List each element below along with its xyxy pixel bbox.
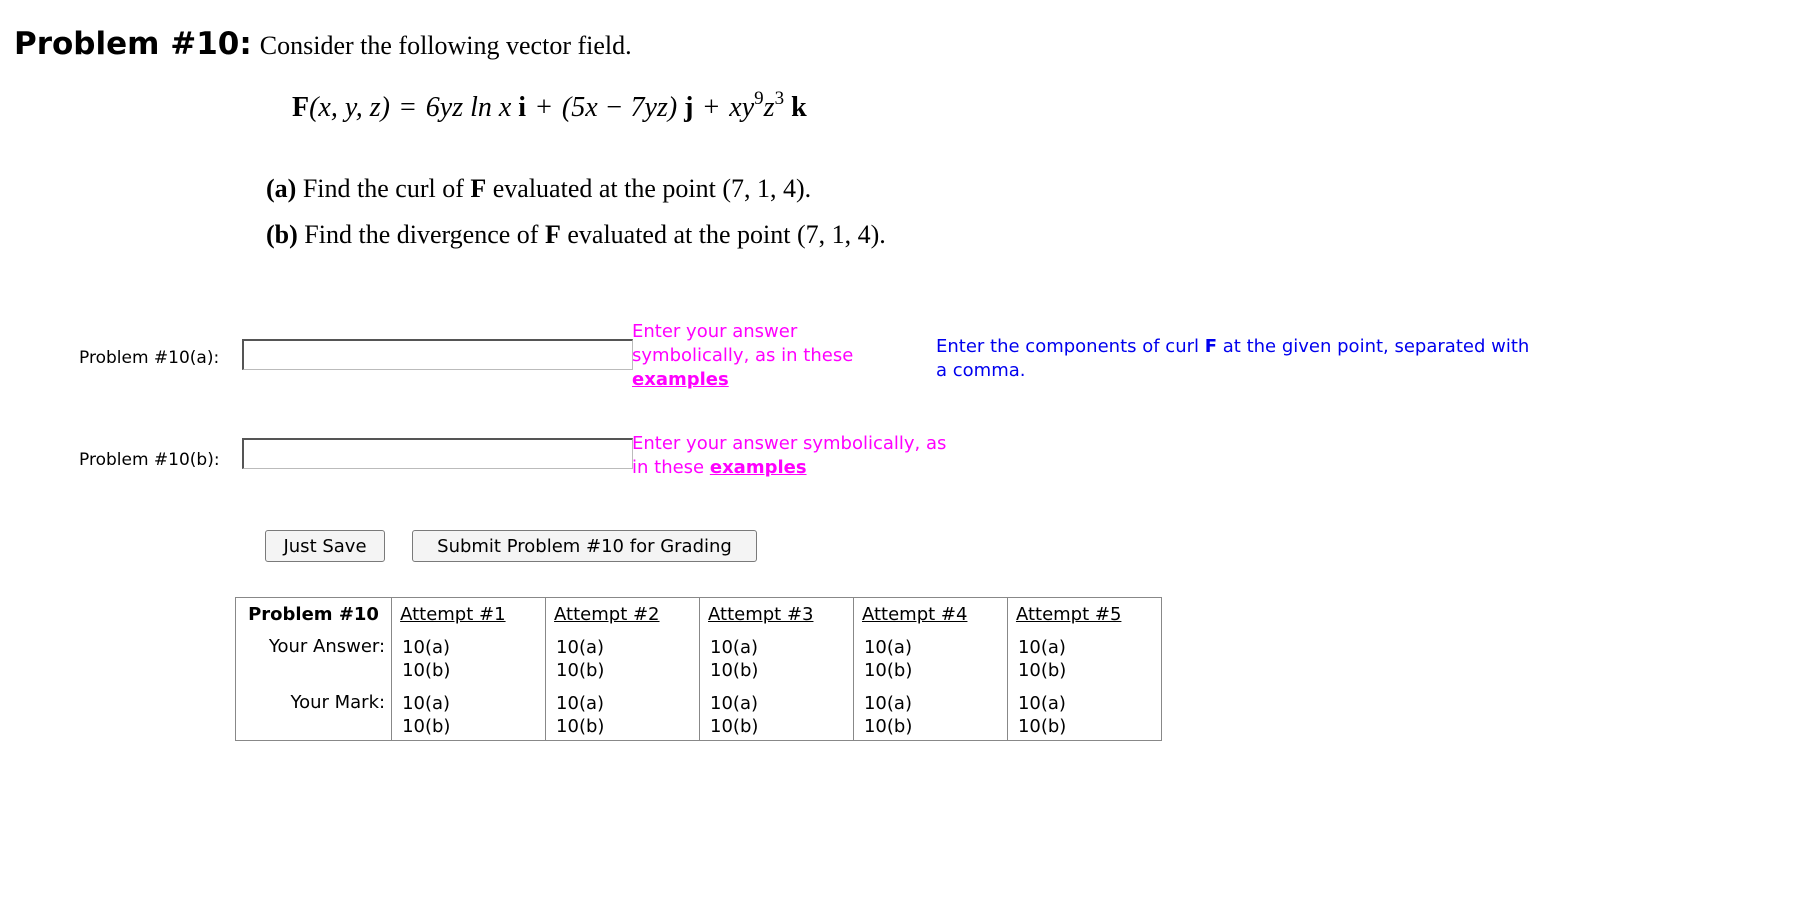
mark-cell-4 <box>853 692 1007 741</box>
attempts-table <box>235 597 1162 741</box>
formula-args: (x, y, z) <box>309 92 390 123</box>
instruction-F: F <box>1204 336 1218 357</box>
answer-a-hint <box>632 320 892 392</box>
mark-cell-3 <box>700 692 854 741</box>
cell-line-b: 10(b) <box>863 660 913 681</box>
answer-cell-3 <box>700 630 854 692</box>
part-a-post: evaluated at the point (7, 1, 4). <box>492 174 812 203</box>
part-a-label: (a) <box>266 174 297 203</box>
answer-b-input[interactable] <box>242 438 633 469</box>
cell-line-a: 10(a) <box>1017 693 1066 714</box>
attempt-4-header <box>853 598 1007 631</box>
attempt-3-link[interactable]: Attempt #3 <box>708 603 814 625</box>
your-mark-label: Your Mark: <box>236 692 392 741</box>
cell-line-b: 10(b) <box>556 716 605 737</box>
cell-line-a: 10(a) <box>863 693 912 714</box>
cell-line-a: 10(a) <box>1017 637 1066 658</box>
part-a-question <box>266 174 811 204</box>
part-a-pre: Find the curl of <box>302 174 464 203</box>
attempt-5-header <box>1007 598 1161 631</box>
formula-term3-base: xy <box>729 92 755 123</box>
attempt-1-header <box>392 598 546 631</box>
attempt-3-header <box>700 598 854 631</box>
answer-a-input[interactable] <box>242 339 633 370</box>
problem-title: Problem #10: <box>14 26 252 62</box>
mark-cell-2 <box>546 692 700 741</box>
cell-line-b: 10(b) <box>402 660 451 681</box>
attempt-2-link[interactable]: Attempt #2 <box>554 603 660 625</box>
instruction-pre: Enter the components of curl <box>936 336 1200 357</box>
formula-unit-j: j <box>684 92 694 123</box>
cell-line-a: 10(a) <box>556 637 605 658</box>
cell-line-b: 10(b) <box>402 716 451 737</box>
part-b-F: F <box>544 220 561 249</box>
problem-intro: Consider the following vector field. <box>259 31 632 60</box>
attempts-header-row <box>236 598 1162 631</box>
cell-line-b: 10(b) <box>1017 716 1067 737</box>
cell-line-a: 10(a) <box>402 637 451 658</box>
cell-line-b: 10(b) <box>710 716 759 737</box>
part-b-pre: Find the divergence of <box>304 220 539 249</box>
answer-b-hint-text: Enter your answer symbolically, as in these <box>632 433 947 478</box>
cell-line-a: 10(a) <box>710 637 758 658</box>
part-b-label: (b) <box>266 220 298 249</box>
formula-term1: 6yz ln x <box>425 92 512 123</box>
part-b-post: evaluated at the point (7, 1, 4). <box>567 220 886 249</box>
cell-line-b: 10(b) <box>1017 660 1067 681</box>
cell-line-a: 10(a) <box>556 693 605 714</box>
formula-unit-i: i <box>518 92 527 123</box>
answer-b-hint <box>632 432 952 480</box>
answer-a-hint-text: Enter your answer symbolically, as in these <box>632 321 854 366</box>
cell-line-a: 10(a) <box>863 637 912 658</box>
formula-equals: = <box>399 92 416 123</box>
your-answer-row <box>236 630 1162 692</box>
answer-cell-2 <box>546 630 700 692</box>
your-mark-row <box>236 692 1162 741</box>
formula-term3-z: z <box>763 92 775 123</box>
answer-a-label: Problem #10(a): <box>79 348 220 368</box>
cell-line-b: 10(b) <box>710 660 759 681</box>
formula-exp-3: 3 <box>774 88 785 109</box>
attempt-2-header <box>546 598 700 631</box>
formula-exp-9: 9 <box>754 88 764 109</box>
problem-header <box>14 26 632 62</box>
formula-unit-k: k <box>791 92 807 123</box>
cell-line-b: 10(b) <box>863 716 913 737</box>
mark-cell-1 <box>392 692 546 741</box>
formula-term2: (5x − 7yz) <box>561 92 678 123</box>
answer-b-examples-link[interactable]: examples <box>709 457 807 478</box>
attempt-1-link[interactable]: Attempt #1 <box>400 603 506 625</box>
cell-line-b: 10(b) <box>556 660 605 681</box>
answer-cell-1 <box>392 630 546 692</box>
answer-b-label: Problem #10(b): <box>79 450 220 470</box>
attempt-5-link[interactable]: Attempt #5 <box>1015 603 1122 625</box>
part-b-question <box>266 220 886 250</box>
formula-plus-2: + <box>703 92 720 123</box>
instruction-post: at the given point, separated with a comma. <box>936 336 1530 381</box>
attempt-4-link[interactable]: Attempt #4 <box>861 603 968 625</box>
answer-a-examples-link[interactable]: examples <box>632 369 729 390</box>
answer-cell-4 <box>853 630 1007 692</box>
just-save-button[interactable]: Just Save <box>265 530 385 562</box>
formula-F: F <box>292 92 310 123</box>
vector-field-formula <box>292 88 807 124</box>
submit-for-grading-button[interactable]: Submit Problem #10 for Grading <box>412 530 757 562</box>
your-answer-label: Your Answer: <box>236 630 392 692</box>
answer-cell-5 <box>1007 630 1161 692</box>
formula-plus-1: + <box>536 92 552 123</box>
attempts-corner: Problem #10 <box>236 598 392 631</box>
part-a-F: F <box>470 174 487 203</box>
mark-cell-5 <box>1007 692 1161 741</box>
curl-instruction <box>936 335 1536 383</box>
cell-line-a: 10(a) <box>710 693 758 714</box>
cell-line-a: 10(a) <box>402 693 451 714</box>
